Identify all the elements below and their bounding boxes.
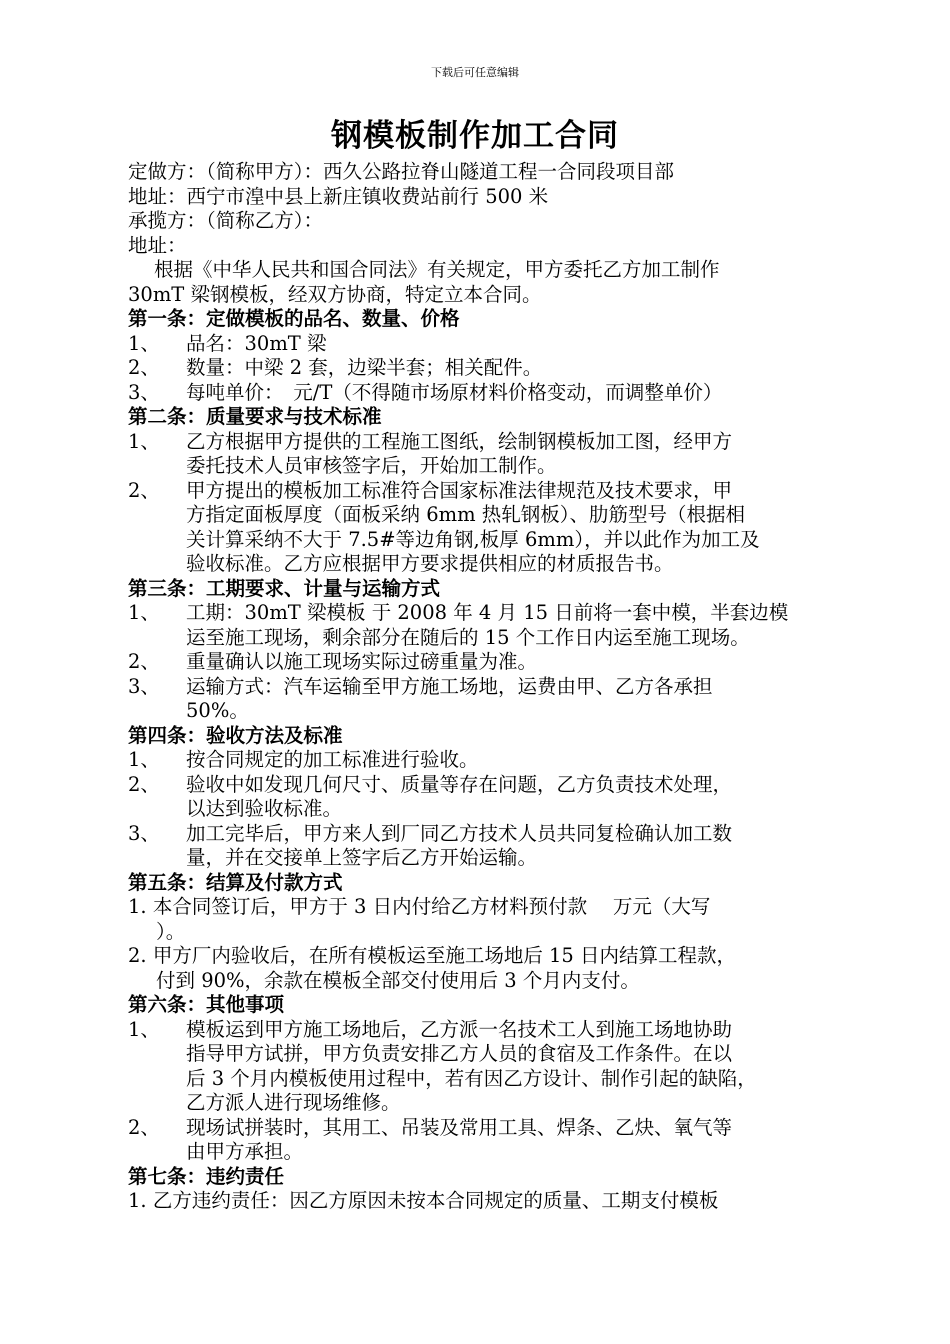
item-number: 2、 [128,650,160,673]
list-item [128,1018,848,1116]
item-text: 工期：30mT 梁模板 于 2008 年 4 月 15 日前将一套中模，半套边模 [186,601,789,624]
item-number: 3、 [128,380,160,404]
item-number: 2、 [128,772,160,796]
list-item [128,381,848,406]
item-number: 1. [128,895,147,918]
list-item [128,822,848,871]
item-text: 运至施工现场，剩余部分在随后的 15 个工作日内运至施工现场。 [186,625,750,649]
item-text: 数量：中梁 2 套，边梁半套；相关配件。 [186,356,543,379]
item-text: 甲方厂内验收后，在所有模板运至施工场地后 15 日内结算工程款， [152,944,737,967]
item-text: 量，并在交接单上签字后乙方开始运输。 [186,846,538,869]
section-heading: 第二条：质量要求与技术标准 [128,405,382,428]
item-text: 乙方派人进行现场维修。 [186,1091,401,1114]
section-heading: 第六条：其他事项 [128,993,285,1016]
list-item [128,479,848,577]
party-a-address: 地址：西宁市湟中县上新庄镇收费站前行 500 米 [128,184,549,208]
header-note: 下载后可任意编辑 [431,66,519,79]
section-heading: 第一条：定做模板的品名、数量、价格 [128,307,460,330]
item-text: 每吨单价： 元/T（不得随市场原材料价格变动，而调整单价） [186,380,723,404]
item-number: 2、 [128,478,160,502]
item-text: 验收标准。乙方应根据甲方要求提供相应的材质报告书。 [186,552,674,575]
item-text: 品名：30mT 梁 [186,331,327,355]
item-text: 本合同签订后，甲方于 3 日内付给乙方材料预付款 万元（大写 [152,895,711,918]
list-item [128,356,848,381]
list-item [128,895,848,920]
item-text: 后 3 个月内模板使用过程中，若有因乙方设计、制作引起的缺陷， [186,1066,757,1090]
section-heading: 第三条：工期要求、计量与运输方式 [128,576,441,600]
intro-line: 根据《中华人民共和国合同法》有关规定，甲方委托乙方加工制作 [154,258,720,281]
item-number: 2、 [128,356,160,379]
item-text: 付到 90%，余款在模板全部交付使用后 3 个月内支付。 [156,968,640,992]
item-text: 重量确认以施工现场实际过磅重量为准。 [186,650,538,673]
contract-title: 钢模板制作加工合同 [331,118,619,154]
item-text: 甲方提出的模板加工标准符合国家标准法律规范及技术要求，甲 [186,478,733,502]
list-item [128,1189,848,1214]
contract-body [128,160,848,1214]
item-text: ）。 [156,919,186,943]
item-number: 1、 [128,331,160,355]
intro-line: 30mT 梁钢模板，经双方协商，特定立本合同。 [128,282,542,306]
item-number: 2、 [128,1115,160,1139]
item-number: 3、 [128,674,160,698]
item-number: 1、 [128,429,160,453]
list-item [128,1116,848,1165]
party-a-line: 定做方：（简称甲方）：西久公路拉脊山隧道工程一合同段项目部 [128,160,675,183]
item-text: 方指定面板厚度（面板采纳 6mm 热轧钢板）、肋筋型号（根据相 [186,503,746,526]
item-text: 现场试拼装时，其用工、吊装及常用工具、焊条、乙炔、氧气等 [186,1115,733,1139]
list-item [128,650,848,675]
item-text: 指导甲方试拼，甲方负责安排乙方人员的食宿及工作条件。在以 [186,1042,733,1065]
item-number: 2. [128,944,147,967]
list-item [128,332,848,357]
item-text: 委托技术人员审核签字后，开始加工制作。 [186,454,557,477]
item-text: 关计算采纳不大于 7.5#等边角钢,板厚 6mm），并以此作为加工及 [186,527,760,551]
item-text: 以达到验收标准。 [186,797,343,820]
list-item [128,944,848,969]
item-number: 3、 [128,821,160,845]
section-heading: 第五条：结算及付款方式 [128,870,343,894]
item-text: 乙方根据甲方提供的工程施工图纸，绘制钢模板加工图，经甲方 [186,429,733,453]
item-number: 1. [128,1189,147,1212]
item-number: 1、 [128,1017,160,1041]
item-text: 由甲方承担。 [186,1140,304,1163]
list-item [128,748,848,773]
list-item [128,773,848,822]
section-heading: 第四条：验收方法及标准 [128,723,343,747]
list-item [128,601,848,650]
item-text: 按合同规定的加工标准进行验收。 [186,748,479,771]
item-number: 1、 [128,601,160,624]
party-b-address: 地址： [128,233,187,257]
list-item [128,675,848,724]
item-number: 1、 [128,748,160,771]
item-text: 加工完毕后，甲方来人到厂同乙方技术人员共同复检确认加工数 [186,821,733,845]
section-heading: 第七条：违约责任 [128,1164,285,1188]
item-text: 验收中如发现几何尺寸、质量等存在问题，乙方负责技术处理， [186,772,733,796]
item-text: 模板运到甲方施工场地后，乙方派一名技术工人到施工场地协助 [186,1017,733,1041]
party-b-line: 承揽方：（简称乙方）： [128,209,324,232]
item-text: 50%。 [186,699,249,722]
item-text: 运输方式：汽车运输至甲方施工场地，运费由甲、乙方各承担 [186,674,713,698]
item-text: 乙方违约责任：因乙方原因未按本合同规定的质量、工期支付模板 [152,1189,719,1212]
list-item [128,430,848,479]
